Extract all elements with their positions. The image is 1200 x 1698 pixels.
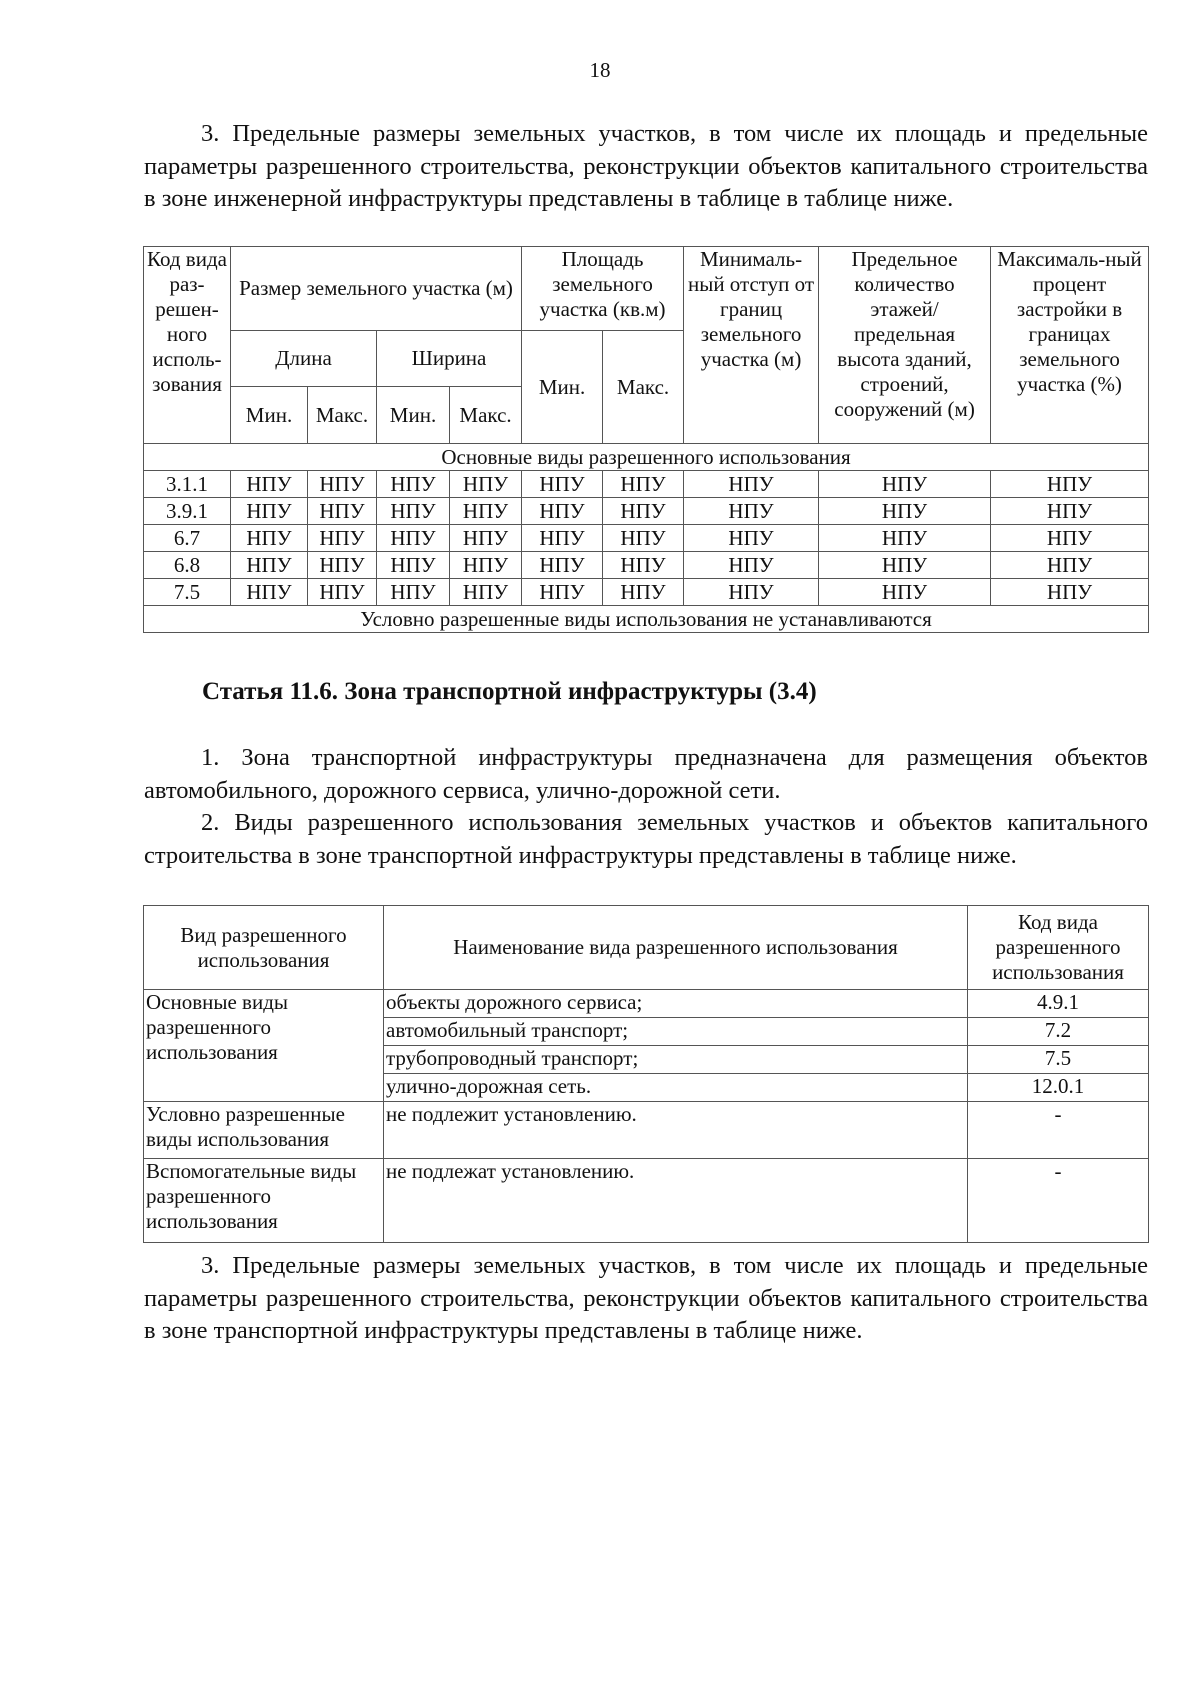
- table-row: [144, 552, 1149, 579]
- auxiliary-uses-label: Вспомогательные виды разрешенного использования: [144, 1159, 384, 1243]
- cell-length-max: НПУ: [308, 579, 377, 606]
- header-use-type: Вид разрешенного использования: [144, 906, 384, 990]
- cell-width-min: НПУ: [377, 471, 450, 498]
- cell-area-min: НПУ: [522, 498, 603, 525]
- row-code: 7.5: [144, 579, 231, 606]
- header-length: Длина: [231, 331, 377, 387]
- header-use-name: Наименование вида разрешенного использования: [384, 906, 968, 990]
- header-code: Код вида раз-решен-ного исполь-зования: [144, 247, 231, 444]
- cell-percent: НПУ: [991, 498, 1149, 525]
- use-code: 7.2: [968, 1018, 1149, 1046]
- cell-width-min: НПУ: [377, 498, 450, 525]
- row-code: 6.7: [144, 525, 231, 552]
- header-size: Размер земельного участка (м): [231, 247, 522, 331]
- cell-length-min: НПУ: [231, 525, 308, 552]
- auxiliary-uses-name: не подлежат установлению.: [384, 1159, 968, 1243]
- row-code: 3.1.1: [144, 471, 231, 498]
- table-row: [144, 525, 1149, 552]
- use-code: 7.5: [968, 1046, 1149, 1074]
- use-code: 4.9.1: [968, 990, 1149, 1018]
- paragraph-engineering-limits: 3. Предельные размеры земельных участков, в том числе их площадь и предельные параметры разрешенного строительства, реконструкции объектов капитального строительства в зоне инженерной инфраструктуры представлены в таблице в таблице ниже.: [144, 120, 1148, 212]
- use-code: 12.0.1: [968, 1074, 1149, 1102]
- cell-width-max: НПУ: [450, 552, 522, 579]
- paragraph-zone-purpose: 1. Зона транспортной инфраструктуры предназначена для размещения объектов автомобильного, дорожного сервиса, улично-дорожной сети.: [144, 744, 1148, 804]
- cell-setback: НПУ: [684, 579, 819, 606]
- cell-length-min: НПУ: [231, 471, 308, 498]
- header-use-code: Код вида разрешенного использования: [968, 906, 1149, 990]
- header-length-min: Мин.: [231, 387, 308, 444]
- cell-floors: НПУ: [819, 525, 991, 552]
- header-width: Ширина: [377, 331, 522, 387]
- cell-area-max: НПУ: [603, 471, 684, 498]
- cell-setback: НПУ: [684, 525, 819, 552]
- cell-percent: НПУ: [991, 471, 1149, 498]
- header-percent: Максималь-ный процент застройки в границах земельного участка (%): [991, 247, 1149, 444]
- row-code: 6.8: [144, 552, 231, 579]
- cell-width-min: НПУ: [377, 579, 450, 606]
- article-heading: Статья 11.6. Зона транспортной инфраструктуры (3.4): [202, 678, 817, 705]
- cell-width-max: НПУ: [450, 579, 522, 606]
- cell-floors: НПУ: [819, 471, 991, 498]
- header-area-min: Мин.: [522, 331, 603, 444]
- paragraph-transport-limits: 3. Предельные размеры земельных участков, в том числе их площадь и предельные параметры разрешенного строительства, реконструкции объектов капитального строительства в зоне транспортной инфраструктуры представлены в таблице ниже.: [144, 1252, 1148, 1344]
- cell-length-min: НПУ: [231, 552, 308, 579]
- cell-percent: НПУ: [991, 525, 1149, 552]
- conditional-uses-note: Условно разрешенные виды использования не устанавливаются: [144, 606, 1149, 633]
- header-setback: Минималь-ный отступ от границ земельного участка (м): [684, 247, 819, 444]
- use-name: объекты дорожного сервиса;: [384, 990, 968, 1018]
- uses-table: [143, 905, 1149, 1243]
- paragraph-uses-intro: 2. Виды разрешенного использования земельных участков и объектов капитального строительства в зоне транспортной инфраструктуры представлены в таблице ниже.: [144, 809, 1148, 869]
- cell-floors: НПУ: [819, 498, 991, 525]
- header-width-min: Мин.: [377, 387, 450, 444]
- cell-width-max: НПУ: [450, 471, 522, 498]
- cell-setback: НПУ: [684, 498, 819, 525]
- use-name: трубопроводный транспорт;: [384, 1046, 968, 1074]
- cell-length-max: НПУ: [308, 471, 377, 498]
- cell-area-max: НПУ: [603, 498, 684, 525]
- conditional-uses-name: не подлежит установлению.: [384, 1102, 968, 1159]
- conditional-uses-label: Условно разрешенные виды использования: [144, 1102, 384, 1159]
- table-row: [144, 579, 1149, 606]
- use-name: автомобильный транспорт;: [384, 1018, 968, 1046]
- cell-area-max: НПУ: [603, 525, 684, 552]
- cell-area-max: НПУ: [603, 552, 684, 579]
- main-uses-label: Основные виды разрешенного использования: [144, 990, 384, 1102]
- cell-floors: НПУ: [819, 552, 991, 579]
- cell-length-max: НПУ: [308, 498, 377, 525]
- cell-width-min: НПУ: [377, 525, 450, 552]
- use-name: улично-дорожная сеть.: [384, 1074, 968, 1102]
- cell-setback: НПУ: [684, 471, 819, 498]
- cell-area-min: НПУ: [522, 525, 603, 552]
- cell-width-min: НПУ: [377, 552, 450, 579]
- conditional-uses-code: -: [968, 1102, 1149, 1159]
- table-row: [144, 498, 1149, 525]
- cell-percent: НПУ: [991, 552, 1149, 579]
- cell-length-min: НПУ: [231, 579, 308, 606]
- limits-table: [143, 246, 1149, 633]
- table-row: [144, 471, 1149, 498]
- main-uses-section-row: Основные виды разрешенного использования: [144, 444, 1149, 471]
- cell-floors: НПУ: [819, 579, 991, 606]
- header-length-max: Макс.: [308, 387, 377, 444]
- cell-width-max: НПУ: [450, 525, 522, 552]
- header-floors: Предельное количество этажей/ предельная высота зданий, строений, сооружений (м): [819, 247, 991, 444]
- cell-percent: НПУ: [991, 579, 1149, 606]
- header-area: Площадь земельного участка (кв.м): [522, 247, 684, 331]
- cell-area-min: НПУ: [522, 471, 603, 498]
- cell-length-max: НПУ: [308, 525, 377, 552]
- header-width-max: Макс.: [450, 387, 522, 444]
- cell-area-min: НПУ: [522, 579, 603, 606]
- cell-length-min: НПУ: [231, 498, 308, 525]
- cell-width-max: НПУ: [450, 498, 522, 525]
- cell-area-max: НПУ: [603, 579, 684, 606]
- auxiliary-uses-code: -: [968, 1159, 1149, 1243]
- row-code: 3.9.1: [144, 498, 231, 525]
- header-area-max: Макс.: [603, 331, 684, 444]
- cell-length-max: НПУ: [308, 552, 377, 579]
- cell-area-min: НПУ: [522, 552, 603, 579]
- cell-setback: НПУ: [684, 552, 819, 579]
- page-number: 18: [589, 58, 611, 82]
